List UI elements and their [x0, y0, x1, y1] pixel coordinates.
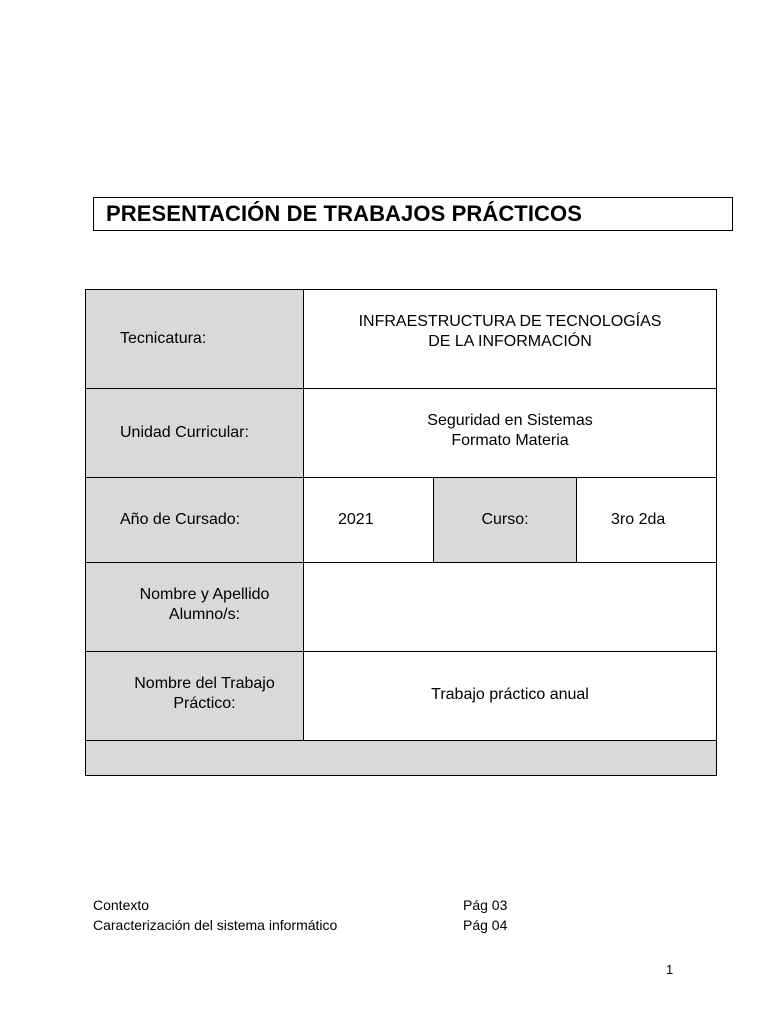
- bottom-bar-cell: [86, 741, 717, 776]
- table-of-contents: [93, 895, 553, 935]
- tecnicatura-value-cell: [304, 290, 717, 389]
- anio-label-cell: [86, 478, 304, 563]
- toc-item-title: Caracterización del sistema informático: [93, 917, 338, 933]
- alumno-value-cell[interactable]: [304, 563, 717, 652]
- row-alumno: [86, 563, 717, 652]
- presentation-form-table: [85, 289, 717, 776]
- trabajo-value: Trabajo práctico anual: [431, 686, 589, 703]
- toc-row: [93, 895, 553, 915]
- curso-label-cell: [434, 478, 577, 563]
- tecnicatura-value-line1: INFRAESTRUCTURA DE TECNOLOGÍAS: [358, 313, 662, 330]
- trabajo-value-cell: [304, 652, 717, 741]
- row-tecnicatura: [86, 290, 717, 389]
- unidad-label-cell: [86, 389, 304, 478]
- unidad-value-cell: [304, 389, 717, 478]
- toc-item-title: Contexto: [93, 897, 150, 913]
- page-number: 1: [666, 962, 674, 977]
- unidad-value-line2: Formato Materia: [451, 432, 569, 449]
- trabajo-label-line2: Práctico:: [173, 695, 236, 712]
- curso-value: 3ro 2da: [611, 511, 666, 528]
- unidad-label: Unidad Curricular:: [120, 424, 249, 441]
- document-title-box: [93, 197, 733, 231]
- row-unidad-curricular: [86, 389, 717, 478]
- alumno-label-cell: [86, 563, 304, 652]
- document-title: PRESENTACIÓN DE TRABAJOS PRÁCTICOS: [106, 201, 583, 226]
- tecnicatura-label: Tecnicatura:: [120, 330, 207, 347]
- trabajo-label-line1: Nombre del Trabajo: [134, 675, 275, 692]
- toc-row: [93, 915, 553, 935]
- anio-value-cell: [304, 478, 434, 563]
- curso-value-cell: [577, 478, 717, 563]
- tecnicatura-value-line2: DE LA INFORMACIÓN: [428, 333, 592, 350]
- unidad-value-line1: Seguridad en Sistemas: [427, 412, 593, 429]
- curso-label: Curso:: [481, 511, 529, 528]
- row-bottom-bar: [86, 741, 717, 776]
- toc-item-page: Pág 04: [463, 917, 508, 933]
- alumno-label-line2: Alumno/s:: [168, 606, 241, 623]
- tecnicatura-label-cell: [86, 290, 304, 389]
- toc-item-page: Pág 03: [463, 897, 508, 913]
- anio-value: 2021: [338, 511, 374, 528]
- row-trabajo: [86, 652, 717, 741]
- row-anio-curso: [86, 478, 717, 563]
- anio-label: Año de Cursado:: [120, 511, 241, 528]
- trabajo-label-cell: [86, 652, 304, 741]
- alumno-label-line1: Nombre y Apellido: [139, 586, 270, 603]
